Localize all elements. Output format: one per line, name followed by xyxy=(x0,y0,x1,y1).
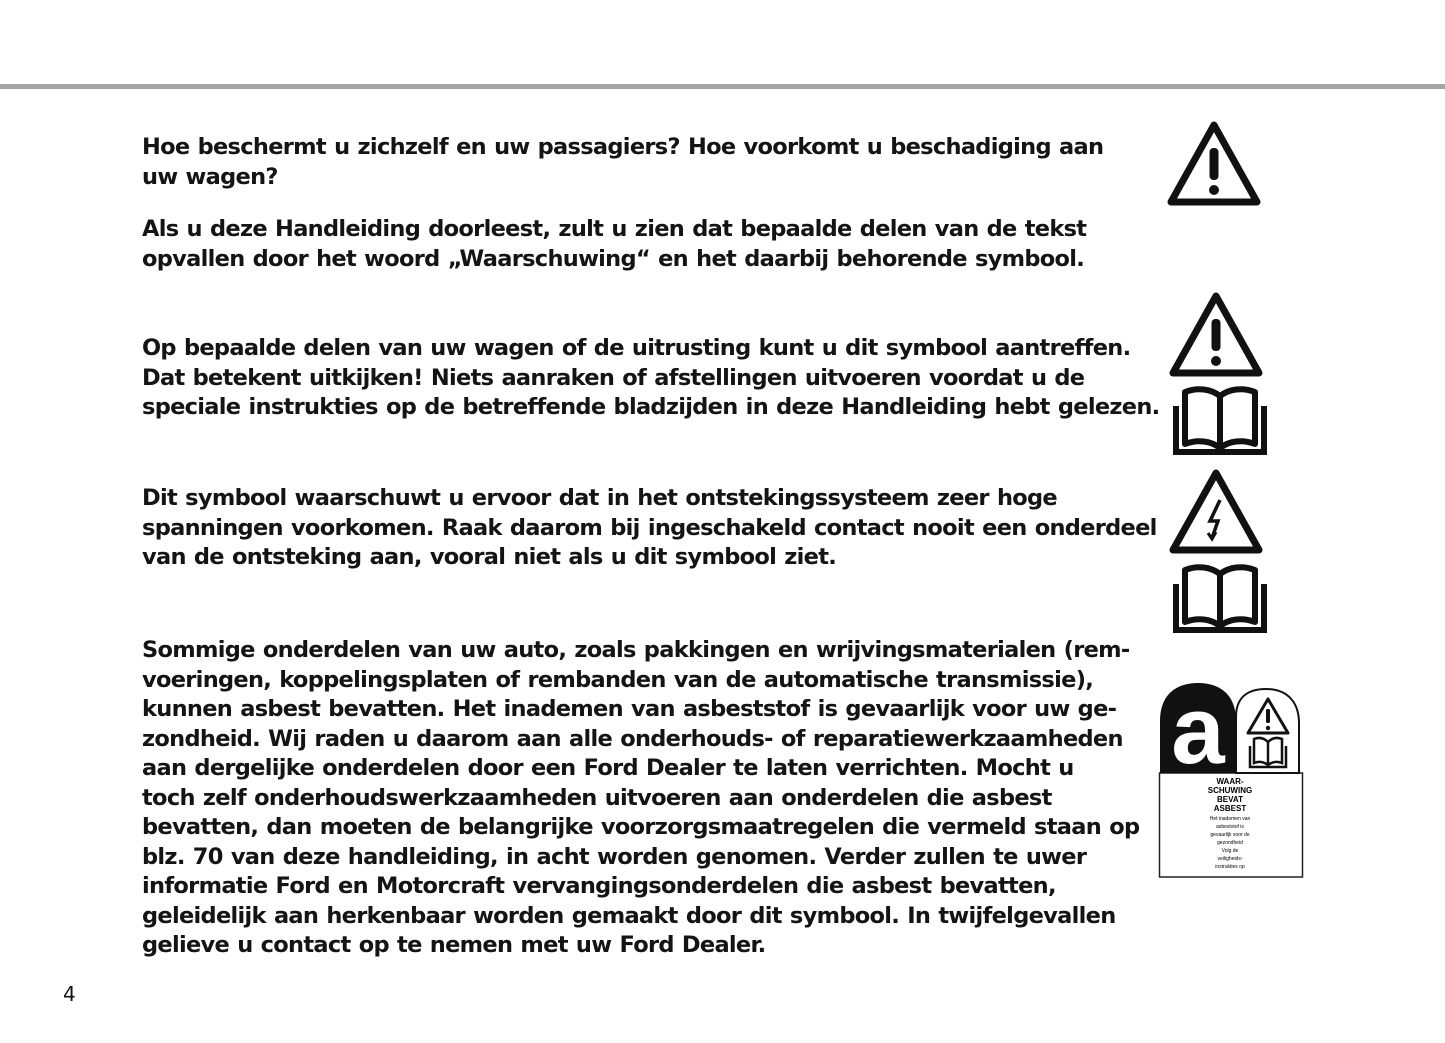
text-line: spanningen voorkomen. Raak daarom bij ingeschakeld contact nooit een onderdeel xyxy=(142,514,1157,541)
text-line: Dit symbool waarschuwt u ervoor dat in het ontstekingssysteem zeer hoge xyxy=(142,485,1057,511)
text-line: aan dergelijke onderdelen door een Ford Dealer te laten verrichten. Mocht u xyxy=(142,755,1074,781)
warning-triangle-icon xyxy=(1165,118,1263,208)
high-voltage-paragraph xyxy=(142,484,1157,573)
open-book-icon xyxy=(1173,562,1267,634)
text-line: uw wagen? xyxy=(142,163,278,190)
asbestos-label-heading xyxy=(1160,777,1300,813)
page-number: 4 xyxy=(63,982,76,1006)
text-line: voeringen, koppelingsplaten of rembanden van de automatische transmissie), xyxy=(142,666,1094,693)
asbestos-paragraph xyxy=(142,636,1139,961)
text-line: zondheid. Wij raden u daarom aan alle onderhouds- of reparatiewerkzaamheden xyxy=(142,725,1123,752)
asbestos-label-fine-print xyxy=(1160,815,1300,871)
text-line: informatie Ford en Motorcraft vervangingsonderdelen die asbest bevatten, xyxy=(142,873,1056,899)
high-voltage-triangle-icon xyxy=(1167,466,1265,556)
text-line: Op bepaalde delen van uw wagen of de uitrusting kunt u dit symbool aantreffen. xyxy=(142,335,1131,361)
text-line: speciale instrukties op de betreffende bladzijden in deze Handleiding hebt gelezen. xyxy=(142,394,1160,420)
label-line: BEVAT xyxy=(1217,795,1243,804)
text-line: Als u deze Handleiding doorleest, zult u zien dat bepaalde delen van de tekst xyxy=(142,216,1087,242)
label-line: Het inademen van xyxy=(1209,816,1251,822)
text-line: opvallen door het woord „Waarschuwing“ en het daarbij behorende symbool. xyxy=(142,245,1085,272)
label-line: ASBEST xyxy=(1213,804,1247,813)
text-line: Sommige onderdelen van uw auto, zoals pakkingen en wrijvingsmaterialen (rem- xyxy=(142,637,1130,663)
intro-paragraph xyxy=(142,133,1103,192)
label-line: veiligheids- xyxy=(1217,856,1243,862)
manual-symbol-paragraph xyxy=(142,334,1160,423)
text-line: gelieve u contact op te nemen met uw Ford Dealer. xyxy=(142,932,766,958)
label-line: Volg de xyxy=(1221,848,1239,854)
warning-word-paragraph xyxy=(142,215,1086,274)
label-line: SCHUWING xyxy=(1207,786,1253,795)
text-line: kunnen asbest bevatten. Het inademen van asbeststof is gevaarlijk voor uw ge- xyxy=(142,696,1117,722)
asbestos-letter: a xyxy=(1171,681,1225,784)
text-line: geleidelijk aan herkenbaar worden gemaakt door dit symbool. In twijfelgevallen xyxy=(142,902,1116,929)
label-line: gevaarlijk voor de xyxy=(1210,832,1250,838)
label-line: instrukties op xyxy=(1215,864,1245,870)
label-line: gezondheid xyxy=(1217,840,1243,846)
text-line: toch zelf onderhoudswerkzaamheden uitvoeren aan onderdelen die asbest xyxy=(142,784,1052,811)
open-book-icon xyxy=(1173,384,1267,456)
text-line: Dat betekent uitkijken! Niets aanraken of afstellingen uitvoeren voordat u de xyxy=(142,364,1085,391)
label-line: asbeststof is xyxy=(1216,824,1244,830)
warning-triangle-icon xyxy=(1167,289,1265,379)
text-line: van de ontsteking aan, vooral niet als u dit symbool ziet. xyxy=(142,544,837,570)
text-line: blz. 70 van deze handleiding, in acht worden genomen. Verder zullen te uwer xyxy=(142,843,1087,870)
text-line: Hoe beschermt u zichzelf en uw passagiers? Hoe voorkomt u beschadiging aan xyxy=(142,134,1104,160)
label-line: WAAR- xyxy=(1216,777,1244,786)
text-line: bevatten, dan moeten de belangrijke voorzorgsmaatregelen die vermeld staan op xyxy=(142,814,1140,840)
header-rule xyxy=(0,84,1445,89)
